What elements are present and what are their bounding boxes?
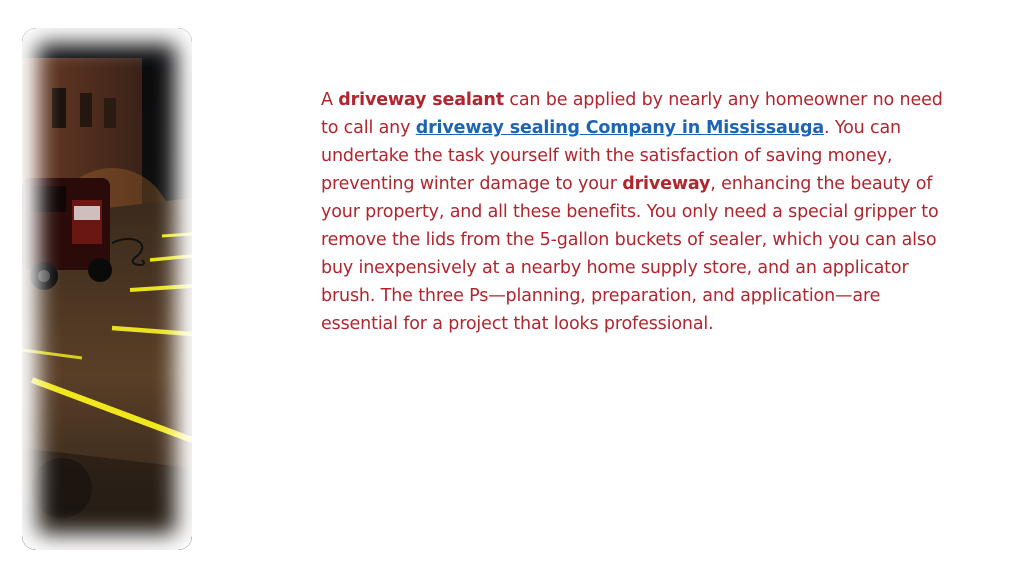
text-segment: A — [321, 90, 339, 110]
bold-keyword-driveway: driveway — [622, 174, 711, 194]
text-segment: . You can undertake the task yourself with the satisfaction of saving money, preventing winter damage to your — [321, 118, 901, 194]
driveway-photo — [22, 28, 192, 550]
text-segment: , enhancing the beauty of your property, and all these benefits. You only need a special gripper to remove the lids from the 5-gallon buckets of sealer, which you can also buy inexpensively at a nearby home supply store, and an applicator brush. The three Ps—planning, preparation, and application—are essential for a project that looks professional. — [321, 174, 939, 334]
text-segment: can be applied by nearly any homeowner no need to call any — [321, 90, 943, 138]
night-parking-lot-image — [22, 28, 192, 550]
bold-keyword-driveway-sealant: driveway sealant — [338, 90, 504, 110]
driveway-sealing-company-link[interactable]: driveway sealing Company in Mississauga — [415, 118, 825, 138]
body-paragraph — [321, 86, 946, 338]
